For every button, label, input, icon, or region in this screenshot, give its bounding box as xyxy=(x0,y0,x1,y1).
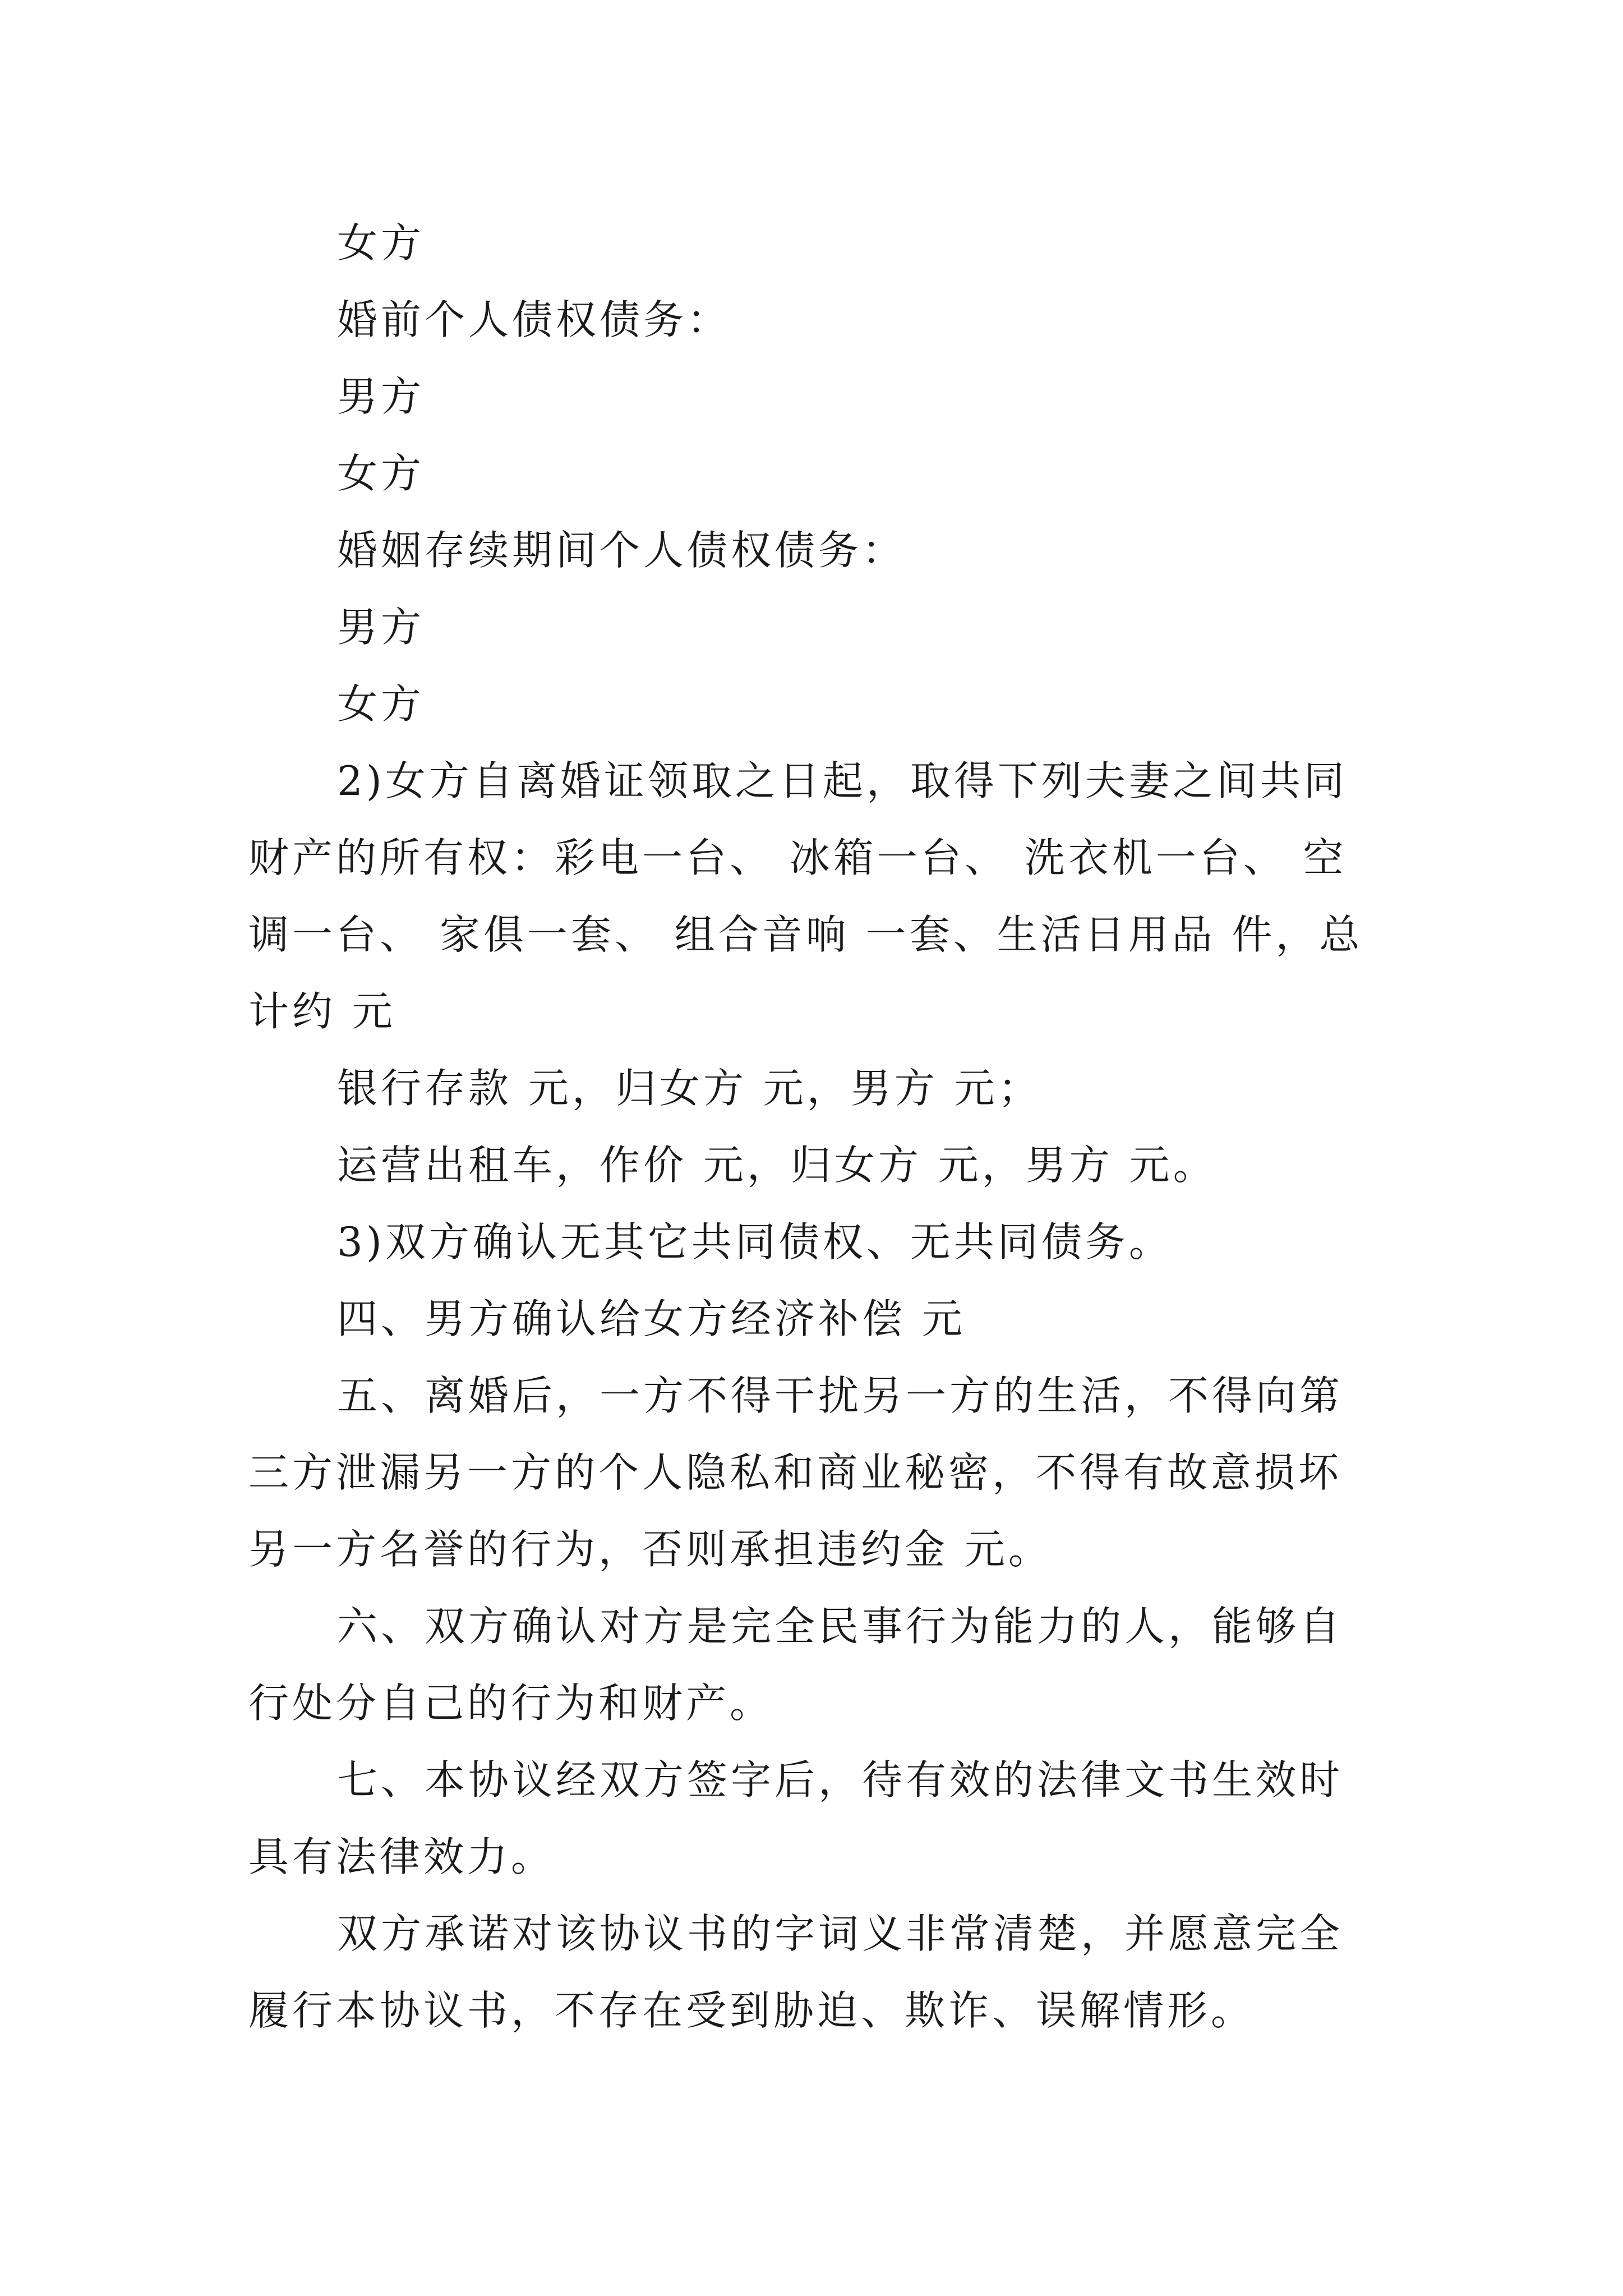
document-body xyxy=(248,205,1381,2049)
paragraph-commitment: 双方承诺对该协议书的字词义非常清楚，并愿意完全履行本协议书，不存在受到胁迫、欺诈、误解情形。 xyxy=(248,1910,1344,2034)
paragraph-bank-deposit: 银行存款 元，归女方 元，男方 元； xyxy=(337,1065,1042,1112)
paragraph-marriage-debts-heading: 婚姻存续期间个人债权债务： xyxy=(337,527,906,574)
paragraph-female-party-1: 女方 xyxy=(337,219,425,266)
paragraph-clause-six: 六、双方确认对方是完全民事行为能力的人，能够自行处分自己的行为和财产。 xyxy=(248,1603,1344,1727)
paragraph-property-clause-2: 2)女方自离婚证领取之日起，取得下列夫妻之间共同财产的所有权：彩电一台、 冰箱一台、 洗衣机一台、 空调一台、 家俱一套、 组合音响 一套、生活日用品 件，总计约 元 xyxy=(248,757,1363,1035)
paragraph-clause-four: 四、男方确认给女方经济补偿 元 xyxy=(337,1295,966,1342)
paragraph-female-party-2: 女方 xyxy=(337,450,425,497)
paragraph-premarital-debts-heading: 婚前个人债权债务： xyxy=(337,296,731,343)
paragraph-clause-3: 3)双方确认无其它共同债权、无共同债务。 xyxy=(337,1218,1173,1266)
paragraph-taxi-operation: 运营出租车，作价 元，归女方 元，男方 元。 xyxy=(337,1142,1217,1189)
paragraph-clause-five: 五、离婚后，一方不得干扰另一方的生活，不得向第三方泄漏另一方的个人隐私和商业秘密，不得有故意损坏另一方名誉的行为，否则承担违约金 元。 xyxy=(248,1372,1344,1573)
paragraph-clause-seven: 七、本协议经双方签字后，待有效的法律文书生效时具有法律效力。 xyxy=(248,1756,1344,1880)
paragraph-male-party-2: 男方 xyxy=(337,604,425,651)
paragraph-male-party-1: 男方 xyxy=(337,373,425,420)
paragraph-female-party-3: 女方 xyxy=(337,680,425,728)
